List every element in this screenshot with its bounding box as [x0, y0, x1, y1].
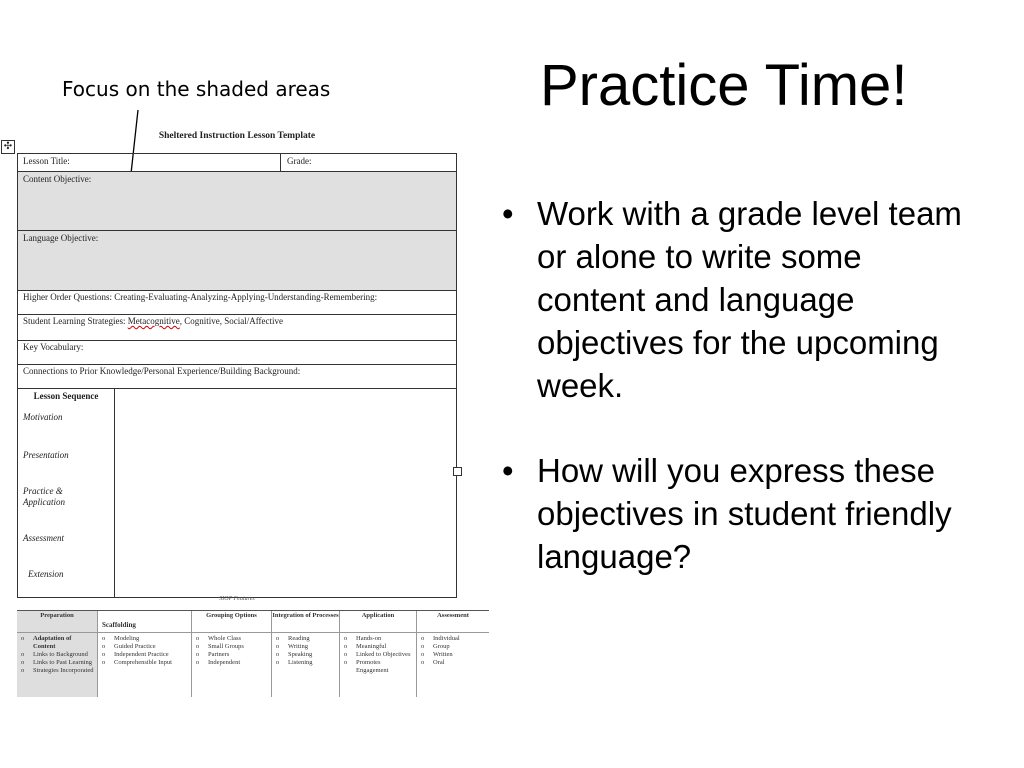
siop-items [98, 633, 191, 667]
siop-bullet: o [421, 643, 425, 650]
siop-header: Integration of Processes [272, 611, 339, 633]
siop-col-preparation [17, 611, 98, 697]
language-objective-row: Language Objective: [18, 231, 456, 291]
lesson-title-row [18, 154, 456, 172]
sequence-application: Application [23, 497, 65, 507]
siop-item-text: Links to Past Learning [33, 659, 93, 666]
siop-item [21, 659, 95, 667]
siop-item [421, 643, 487, 651]
siop-item-text: Adaptation of Content [33, 635, 72, 650]
siop-bullet: o [421, 651, 425, 658]
siop-item-text: Hands-on [356, 635, 382, 642]
lesson-sequence-content [115, 389, 456, 597]
callout-text: Focus on the shaded areas [62, 77, 331, 101]
siop-item [21, 667, 95, 675]
siop-item-text: Guided Practice [114, 643, 156, 650]
siop-item-text: Comprehensible Input [114, 659, 172, 666]
strategies-suffix: , Cognitive, Social/Affective [179, 316, 284, 326]
siop-item [421, 635, 487, 643]
siop-items [17, 633, 97, 675]
siop-item-text: Reading [288, 635, 310, 642]
siop-item-text: Independent [208, 659, 241, 666]
strategies-prefix: Student Learning Strategies: [23, 316, 128, 326]
siop-item [196, 635, 269, 643]
siop-header: Assessment [417, 611, 489, 633]
siop-bullet: o [196, 651, 200, 658]
sequence-assessment: Assessment [23, 533, 64, 543]
siop-items [192, 633, 271, 667]
siop-item-text: Small Groups [208, 643, 244, 650]
siop-bullet: o [21, 651, 25, 658]
siop-item [421, 659, 487, 667]
grade-cell: Grade: [287, 156, 312, 166]
siop-bullet: o [21, 667, 25, 674]
siop-item [102, 659, 189, 667]
siop-col-grouping [192, 611, 272, 697]
siop-col-integration [272, 611, 340, 697]
siop-bullet: o [276, 635, 280, 642]
siop-bullet: o [102, 651, 106, 658]
lesson-sequence-col [18, 389, 115, 597]
siop-item [276, 651, 337, 659]
siop-item [276, 643, 337, 651]
strategies-misspelled: Metacognitive [127, 316, 180, 326]
bullet-text: Work with a grade level team or alone to write some content and language objectives for the upcoming week. [537, 195, 962, 404]
siop-item [102, 635, 189, 643]
siop-bullet: o [344, 651, 348, 658]
connections-row: Connections to Prior Knowledge/Personal Experience/Building Background: [18, 365, 456, 389]
siop-bullet: o [196, 635, 200, 642]
bullet-list [497, 192, 967, 620]
siop-bullet: o [21, 635, 25, 642]
template-table [17, 153, 457, 598]
siop-item [102, 643, 189, 651]
siop-features-table [17, 610, 489, 697]
siop-item [21, 651, 95, 659]
key-vocabulary-row: Key Vocabulary: [18, 341, 456, 365]
siop-item-text: Links to Background [33, 651, 88, 658]
siop-item-text: Whole Class [208, 635, 242, 642]
sequence-motivation: Motivation [23, 412, 63, 422]
lesson-sequence-row [18, 389, 456, 597]
siop-col-application [340, 611, 417, 697]
siop-item-text: Written [433, 651, 453, 658]
siop-bullet: o [421, 635, 425, 642]
resize-handle[interactable] [453, 467, 462, 476]
siop-bullet: o [276, 659, 280, 666]
siop-item [344, 659, 414, 675]
siop-item [344, 651, 414, 659]
siop-item [344, 643, 414, 651]
siop-col-assessment [417, 611, 489, 697]
siop-header: Grouping Options [192, 611, 271, 633]
siop-item-text: Speaking [288, 651, 313, 658]
slide-title: Practice Time! [540, 53, 908, 118]
siop-item [196, 643, 269, 651]
siop-title: SIOP Features [219, 596, 255, 602]
siop-bullet: o [196, 659, 200, 666]
siop-bullet: o [344, 659, 348, 666]
siop-item-text: Individual [433, 635, 460, 642]
siop-header: Application [340, 611, 416, 633]
siop-item [344, 635, 414, 643]
siop-items [340, 633, 416, 675]
siop-item-text: Listening [288, 659, 313, 666]
siop-bullet: o [276, 643, 280, 650]
lesson-template [3, 128, 457, 598]
move-icon[interactable]: ✣ [1, 140, 15, 154]
siop-bullet: o [196, 643, 200, 650]
siop-bullet: o [102, 659, 106, 666]
bullet-item [497, 449, 967, 578]
siop-item-text: Oral [433, 659, 445, 666]
siop-item [196, 651, 269, 659]
higher-order-row: Higher Order Questions: Creating-Evaluating-Analyzing-Applying-Understanding-Remembering: [18, 291, 456, 315]
siop-col-scaffolding [98, 611, 192, 697]
siop-item-text: Independent Practice [114, 651, 169, 658]
lesson-sequence-heading: Lesson Sequence [33, 391, 99, 401]
siop-item [21, 635, 95, 651]
siop-item [276, 659, 337, 667]
siop-item-text: Writing [288, 643, 308, 650]
siop-item [102, 651, 189, 659]
siop-item-text: Promotes Engagement [356, 659, 389, 674]
siop-item-text: Partners [208, 651, 230, 658]
bullet-text: How will you express these objectives in student friendly language? [537, 452, 952, 575]
siop-header: Scaffolding [98, 611, 191, 633]
siop-bullet: o [21, 659, 25, 666]
siop-header: Preparation [17, 611, 97, 633]
siop-bullet: o [344, 635, 348, 642]
content-objective-row: Content Objective: [18, 172, 456, 231]
siop-item [276, 635, 337, 643]
siop-item [421, 651, 487, 659]
siop-item-text: Linked to Objectives [356, 651, 411, 658]
bullet-item [497, 192, 967, 407]
siop-bullet: o [276, 651, 280, 658]
strategies-row [18, 315, 456, 341]
lesson-title-cell: Lesson Title: [18, 154, 281, 171]
sequence-extension: Extension [28, 569, 64, 579]
sequence-presentation: Presentation [23, 450, 69, 460]
siop-item [196, 659, 269, 667]
bullet-dot: • [502, 195, 514, 232]
siop-items [272, 633, 339, 667]
template-title: Sheltered Instruction Lesson Template [158, 131, 316, 141]
siop-bullet: o [102, 635, 106, 642]
siop-bullet: o [344, 643, 348, 650]
bullet-dot: • [502, 452, 514, 489]
siop-bullet: o [421, 659, 425, 666]
siop-items [417, 633, 489, 667]
siop-item-text: Strategies Incorporated [33, 667, 94, 674]
siop-item-text: Modeling [114, 635, 140, 642]
sequence-practice: Practice & [23, 486, 63, 496]
siop-item-text: Meaningful [356, 643, 387, 650]
siop-item-text: Group [433, 643, 450, 650]
siop-bullet: o [102, 643, 106, 650]
